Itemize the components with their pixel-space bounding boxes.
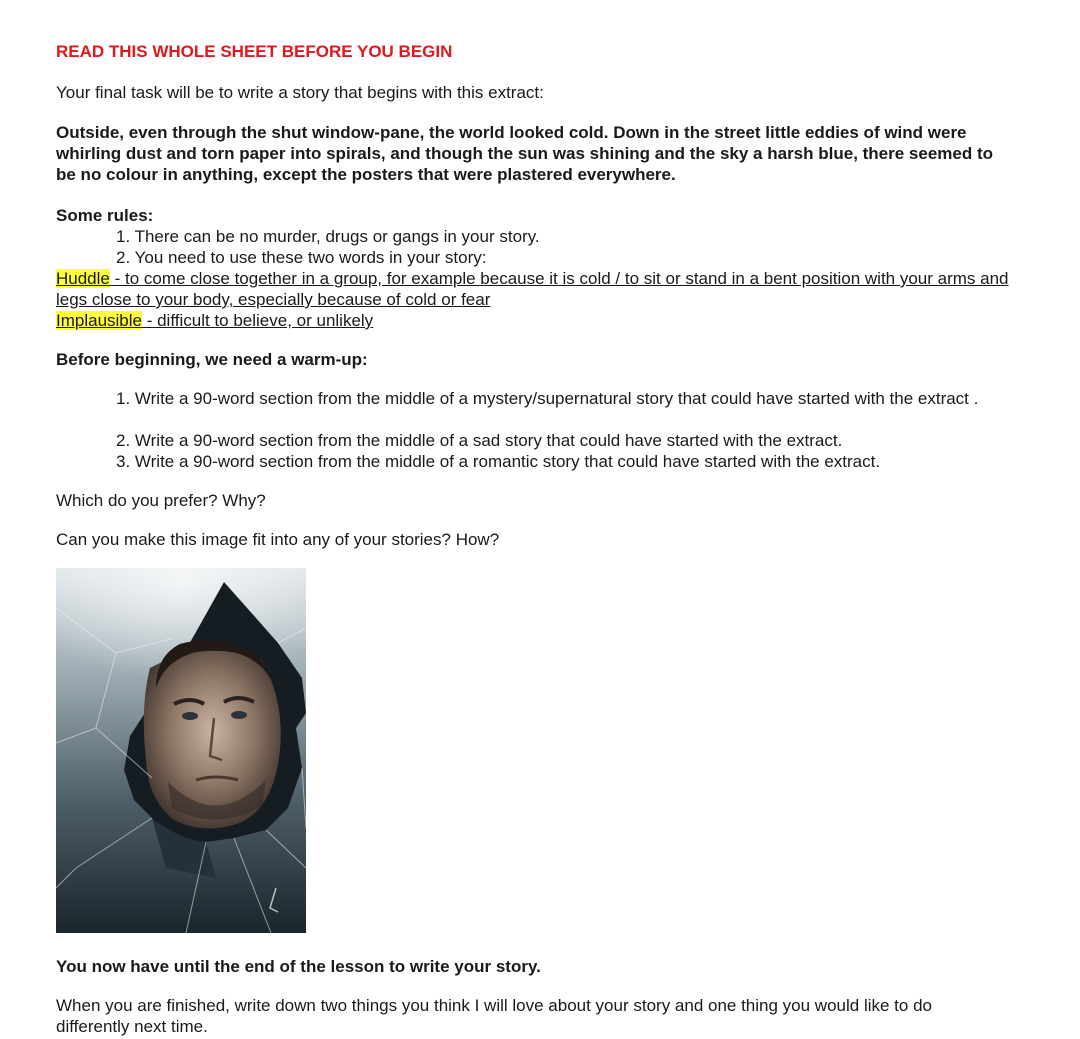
portrait-behind-shattered-glass-icon [56, 568, 306, 933]
deadline-text: You now have until the end of the lesson to write your story. [56, 957, 541, 976]
vocab-entry-implausible [56, 310, 1016, 331]
warmup-item: 2. Write a 90-word section from the middle of a sad story that could have started with the extract. [116, 431, 843, 450]
story-extract: Outside, even through the shut window-pane, the world looked cold. Down in the street little eddies of wind were whirling dust and torn paper into spirals, and though the sun was shining and the sky a harsh blue, there seemed to be no colour in anything, except the posters that were plastered everywhere. [56, 123, 994, 184]
question-image: Can you make this image fit into any of your stories? How? [56, 530, 500, 549]
rule-item: 2. You need to use these two words in your story: [116, 248, 487, 267]
warmup-item: 3. Write a 90-word section from the middle of a romantic story that could have started with the extract. [116, 452, 881, 471]
question-prefer: Which do you prefer? Why? [56, 491, 266, 510]
vocab-entry-huddle [56, 268, 1011, 310]
warmup-title: Before beginning, we need a warm-up: [56, 350, 368, 369]
vocab-word: Implausible [56, 311, 142, 330]
rule-item: 1. There can be no murder, drugs or gangs in your story. [116, 227, 540, 246]
vocab-definition: - difficult to believe, or unlikely [142, 311, 374, 330]
rules-title: Some rules: [56, 206, 154, 225]
warmup-item: 1. Write a 90-word section from the middle of a mystery/supernatural story that could have started with the extract . [116, 389, 979, 408]
closing-text: When you are finished, write down two things you think I will love about your story and one thing you would like to do differently next time. [56, 996, 932, 1036]
intro-text: Your final task will be to write a story that begins with this extract: [56, 83, 544, 102]
vocab-definition: - to come close together in a group, for example because it is cold / to sit or stand in a bent position with your arms and legs close to your body, especially because of cold or fear [56, 269, 1009, 309]
vocab-word: Huddle [56, 269, 110, 288]
worksheet-heading: READ THIS WHOLE SHEET BEFORE YOU BEGIN [56, 42, 453, 61]
